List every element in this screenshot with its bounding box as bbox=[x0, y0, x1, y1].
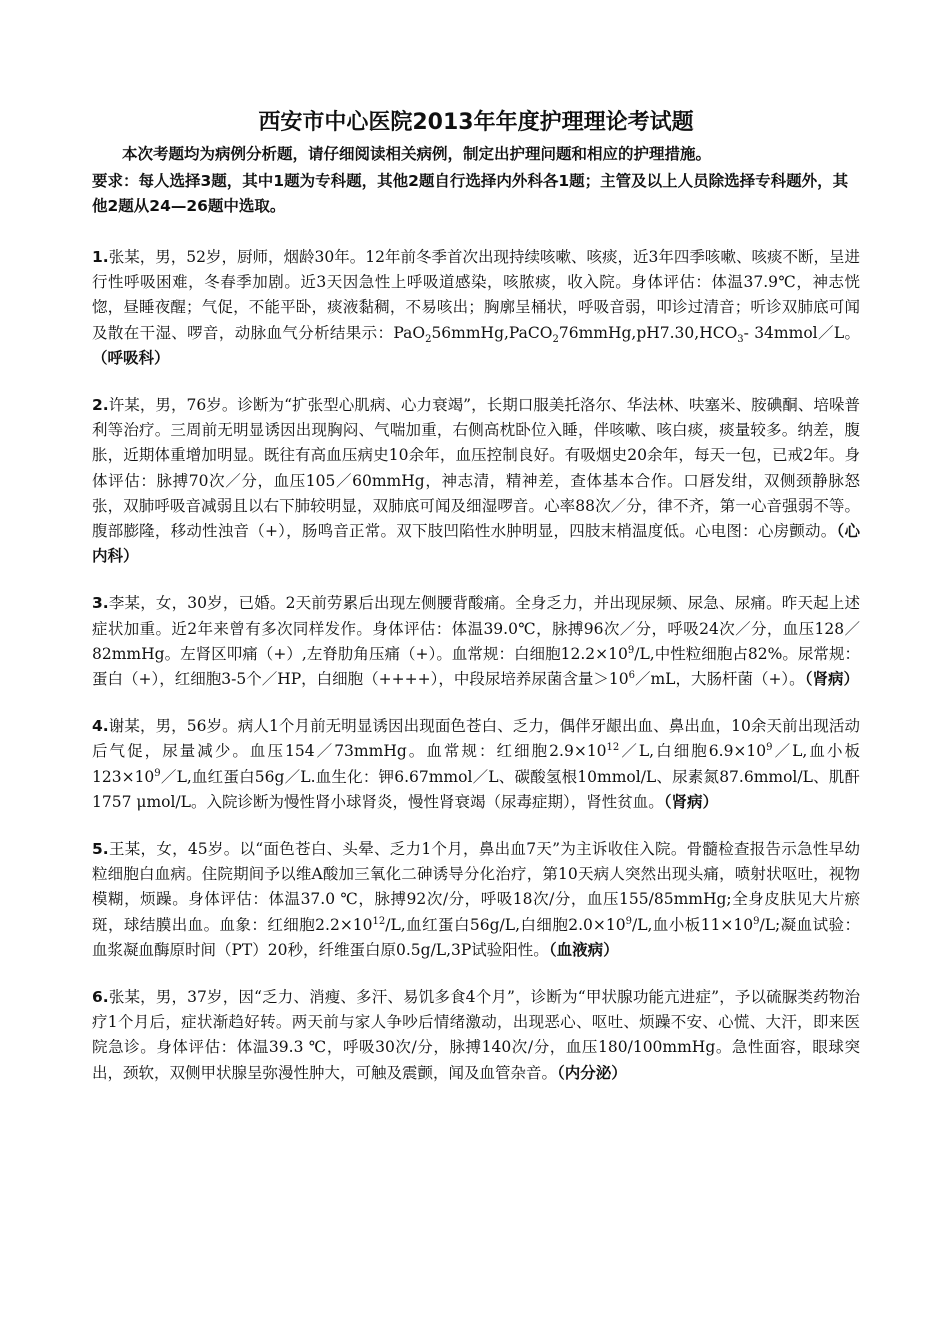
case-6 bbox=[92, 985, 860, 1086]
case-text: 76mmHg,pH7.30,HCO bbox=[558, 323, 738, 342]
subscript: 2 bbox=[552, 333, 559, 345]
case-text: 张某，男，37岁，因“乏力、消瘦、多汗、易饥多食4个月”，诊断为“甲状腺功能亢进症”，予以硫脲类药物治疗1个月后，症状渐趋好转。两天前与家人争吵后情绪激动，出现恶心、呕吐、烦躁不安、心慌、大汗，即来医院急诊。身体评估：体温39.3 ℃，呼吸30次/分，脉搏140次/分，血压180/100mmHg。急性面容，眼球突出，颈软，双侧甲状腺呈弥漫性肿大，可触及震颤，闻及血管杂音。 bbox=[92, 988, 860, 1082]
case-text: 许某，男，76岁。诊断为“扩张型心肌病、心力衰竭”，长期口服美托洛尔、华法林、呋塞米、胺碘酮、培哚普利等治疗。三周前无明显诱因出现胸闷、气喘加重，右侧高枕卧位入睡，伴咳嗽、咳白痰，痰量较多。纳差，腹胀，近期体重增加明显。既往有高血压病史10余年，血压控制良好。有吸烟史20余年，每天一包，已戒2年。身体评估：脉搏70次／分，血压105／60mmHg，神志清，精神差，查体基本合作。口唇发绀，双侧颈静脉怒张，双肺呼吸音减弱且以右下肺较明显，双肺底可闻及细湿啰音。心率88次／分，律不齐，第一心音强弱不等。腹部膨隆，移动性浊音（+），肠鸣音正常。双下肢凹陷性水肿明显，四肢末梢温度低。心电图：心房颤动。 bbox=[92, 396, 860, 541]
case-number: 4. bbox=[92, 717, 109, 736]
superscript: 9 bbox=[154, 767, 161, 779]
case-text: 李某，女，30岁，已婚。2天前劳累后出现左侧腰背酸痛。全身乏力，并出现尿频、尿急、尿痛。昨天起上述症状加重。近2年来曾有多次同样发作。身体评估：体温39.0℃，脉搏96次／分，呼吸24次／分，血压128／82mmHg。左肾区叩痛（+）,左脊肋角压痛（+）。血常规：白细胞12.2×10 bbox=[92, 594, 860, 663]
superscript: 12 bbox=[606, 742, 620, 754]
superscript: 9 bbox=[766, 742, 773, 754]
superscript: 12 bbox=[372, 915, 386, 927]
case-text: ／mL，大肠杆菌（+）。 bbox=[634, 670, 805, 689]
department-label: （肾病） bbox=[663, 792, 718, 811]
case-text: /L;凝血试验：血浆凝血酶原时间（PT）20秒，纤维蛋白原0.5g/L,3P试验阳性。 bbox=[92, 915, 860, 959]
superscript: 9 bbox=[625, 915, 632, 927]
case-5 bbox=[92, 837, 860, 963]
subscript: 2 bbox=[425, 333, 432, 345]
case-2 bbox=[92, 393, 860, 569]
case-text: 张某，男，52岁，厨师，烟龄30年。12年前冬季首次出现持续咳嗽、咳痰，近3年四季咳嗽、咳痰不断，呈进行性呼吸困难，冬春季加剧。近3天因急性上呼吸道感染，咳脓痰，收入院。身体评估：体温37.9℃，神志恍惚，昼睡夜醒；气促，不能平卧，痰液黏稠，不易咳出；胸廓呈桶状，呼吸音弱，叩诊过清音；听诊双肺底可闻及散在干湿、啰音，动脉血气分析结果示：PaO bbox=[92, 248, 860, 342]
department-label: （心内科） bbox=[92, 522, 860, 566]
case-text: /L,血小板11×10 bbox=[632, 915, 754, 934]
department-label: （内分泌） bbox=[557, 1063, 627, 1082]
intro-text: 本次考题均为病例分析题，请仔细阅读相关病例，制定出护理问题和相应的护理措施。 bbox=[122, 145, 712, 163]
superscript: 9 bbox=[753, 915, 760, 927]
case-text: - 34mmol／L。 bbox=[743, 323, 860, 342]
case-1 bbox=[92, 245, 860, 371]
case-text: ／L,血小板123×10 bbox=[92, 742, 860, 786]
case-number: 6. bbox=[92, 988, 109, 1007]
department-label: （肾病） bbox=[804, 670, 859, 689]
case-number: 5. bbox=[92, 840, 109, 859]
case-text: 王某，女，45岁。以“面色苍白、头晕、乏力1个月，鼻出血7天”为主诉收住入院。骨髓检查报告示急性早幼粒细胞白血病。住院期间予以维A酸加三氧化二砷诱导分化治疗，第10天病人突然出现头痛，喷射状呕吐，视物模糊，烦躁。身体评估：体温37.0 ℃，脉搏92次/分，呼吸18次/分，血压155/85mmHg;全身皮肤见大片瘀斑，球结膜出血。血象：红细胞2.2×10 bbox=[92, 840, 860, 934]
department-label: （呼吸科） bbox=[92, 348, 170, 367]
superscript: 6 bbox=[628, 669, 635, 681]
superscript: 9 bbox=[627, 644, 635, 656]
case-text: 56mmHg,PaCO bbox=[431, 323, 553, 342]
case-number: 3. bbox=[92, 594, 109, 613]
case-number: 2. bbox=[92, 396, 109, 415]
requirement-text: 要求：每人选择3题，其中1题为专科题，其他2题自行选择内外科各1题；主管及以上人员除选择专科题外，其他2题从24—26题中选取。 bbox=[92, 172, 849, 215]
case-text: /L,血红蛋白56g/L,白细胞2.0×10 bbox=[385, 915, 626, 934]
case-text: ／L,白细胞6.9×10 bbox=[619, 742, 767, 761]
case-3 bbox=[92, 591, 860, 692]
case-text: ／L,血红蛋白56g／L.血生化：钾6.67mmol／L、碳酸氢根10mmol/L、尿素氮87.6mmol/L、肌酐1757 μmol/L。入院诊断为慢性肾小球肾炎，慢性肾衰竭（尿毒症期），肾性贫血。 bbox=[92, 767, 860, 811]
case-number: 1. bbox=[92, 248, 109, 266]
subscript: 3 bbox=[737, 333, 744, 345]
page-title: 西安市中心医院2013年年度护理理论考试题 bbox=[258, 110, 694, 135]
case-text: 谢某，男，56岁。病人1个月前无明显诱因出现面色苍白、乏力，偶伴牙龈出血、鼻出血，10余天前出现活动后气促，尿量减少。血压154／73mmHg。血常规：红细胞2.9×10 bbox=[92, 717, 860, 761]
case-text: /L,中性粒细胞占82%。尿常规：蛋白（+），红细胞3-5个／HP，白细胞（++++），中段尿培养尿菌含量＞10 bbox=[92, 644, 860, 689]
department-label: （血液病） bbox=[548, 940, 619, 959]
case-4 bbox=[92, 714, 860, 815]
